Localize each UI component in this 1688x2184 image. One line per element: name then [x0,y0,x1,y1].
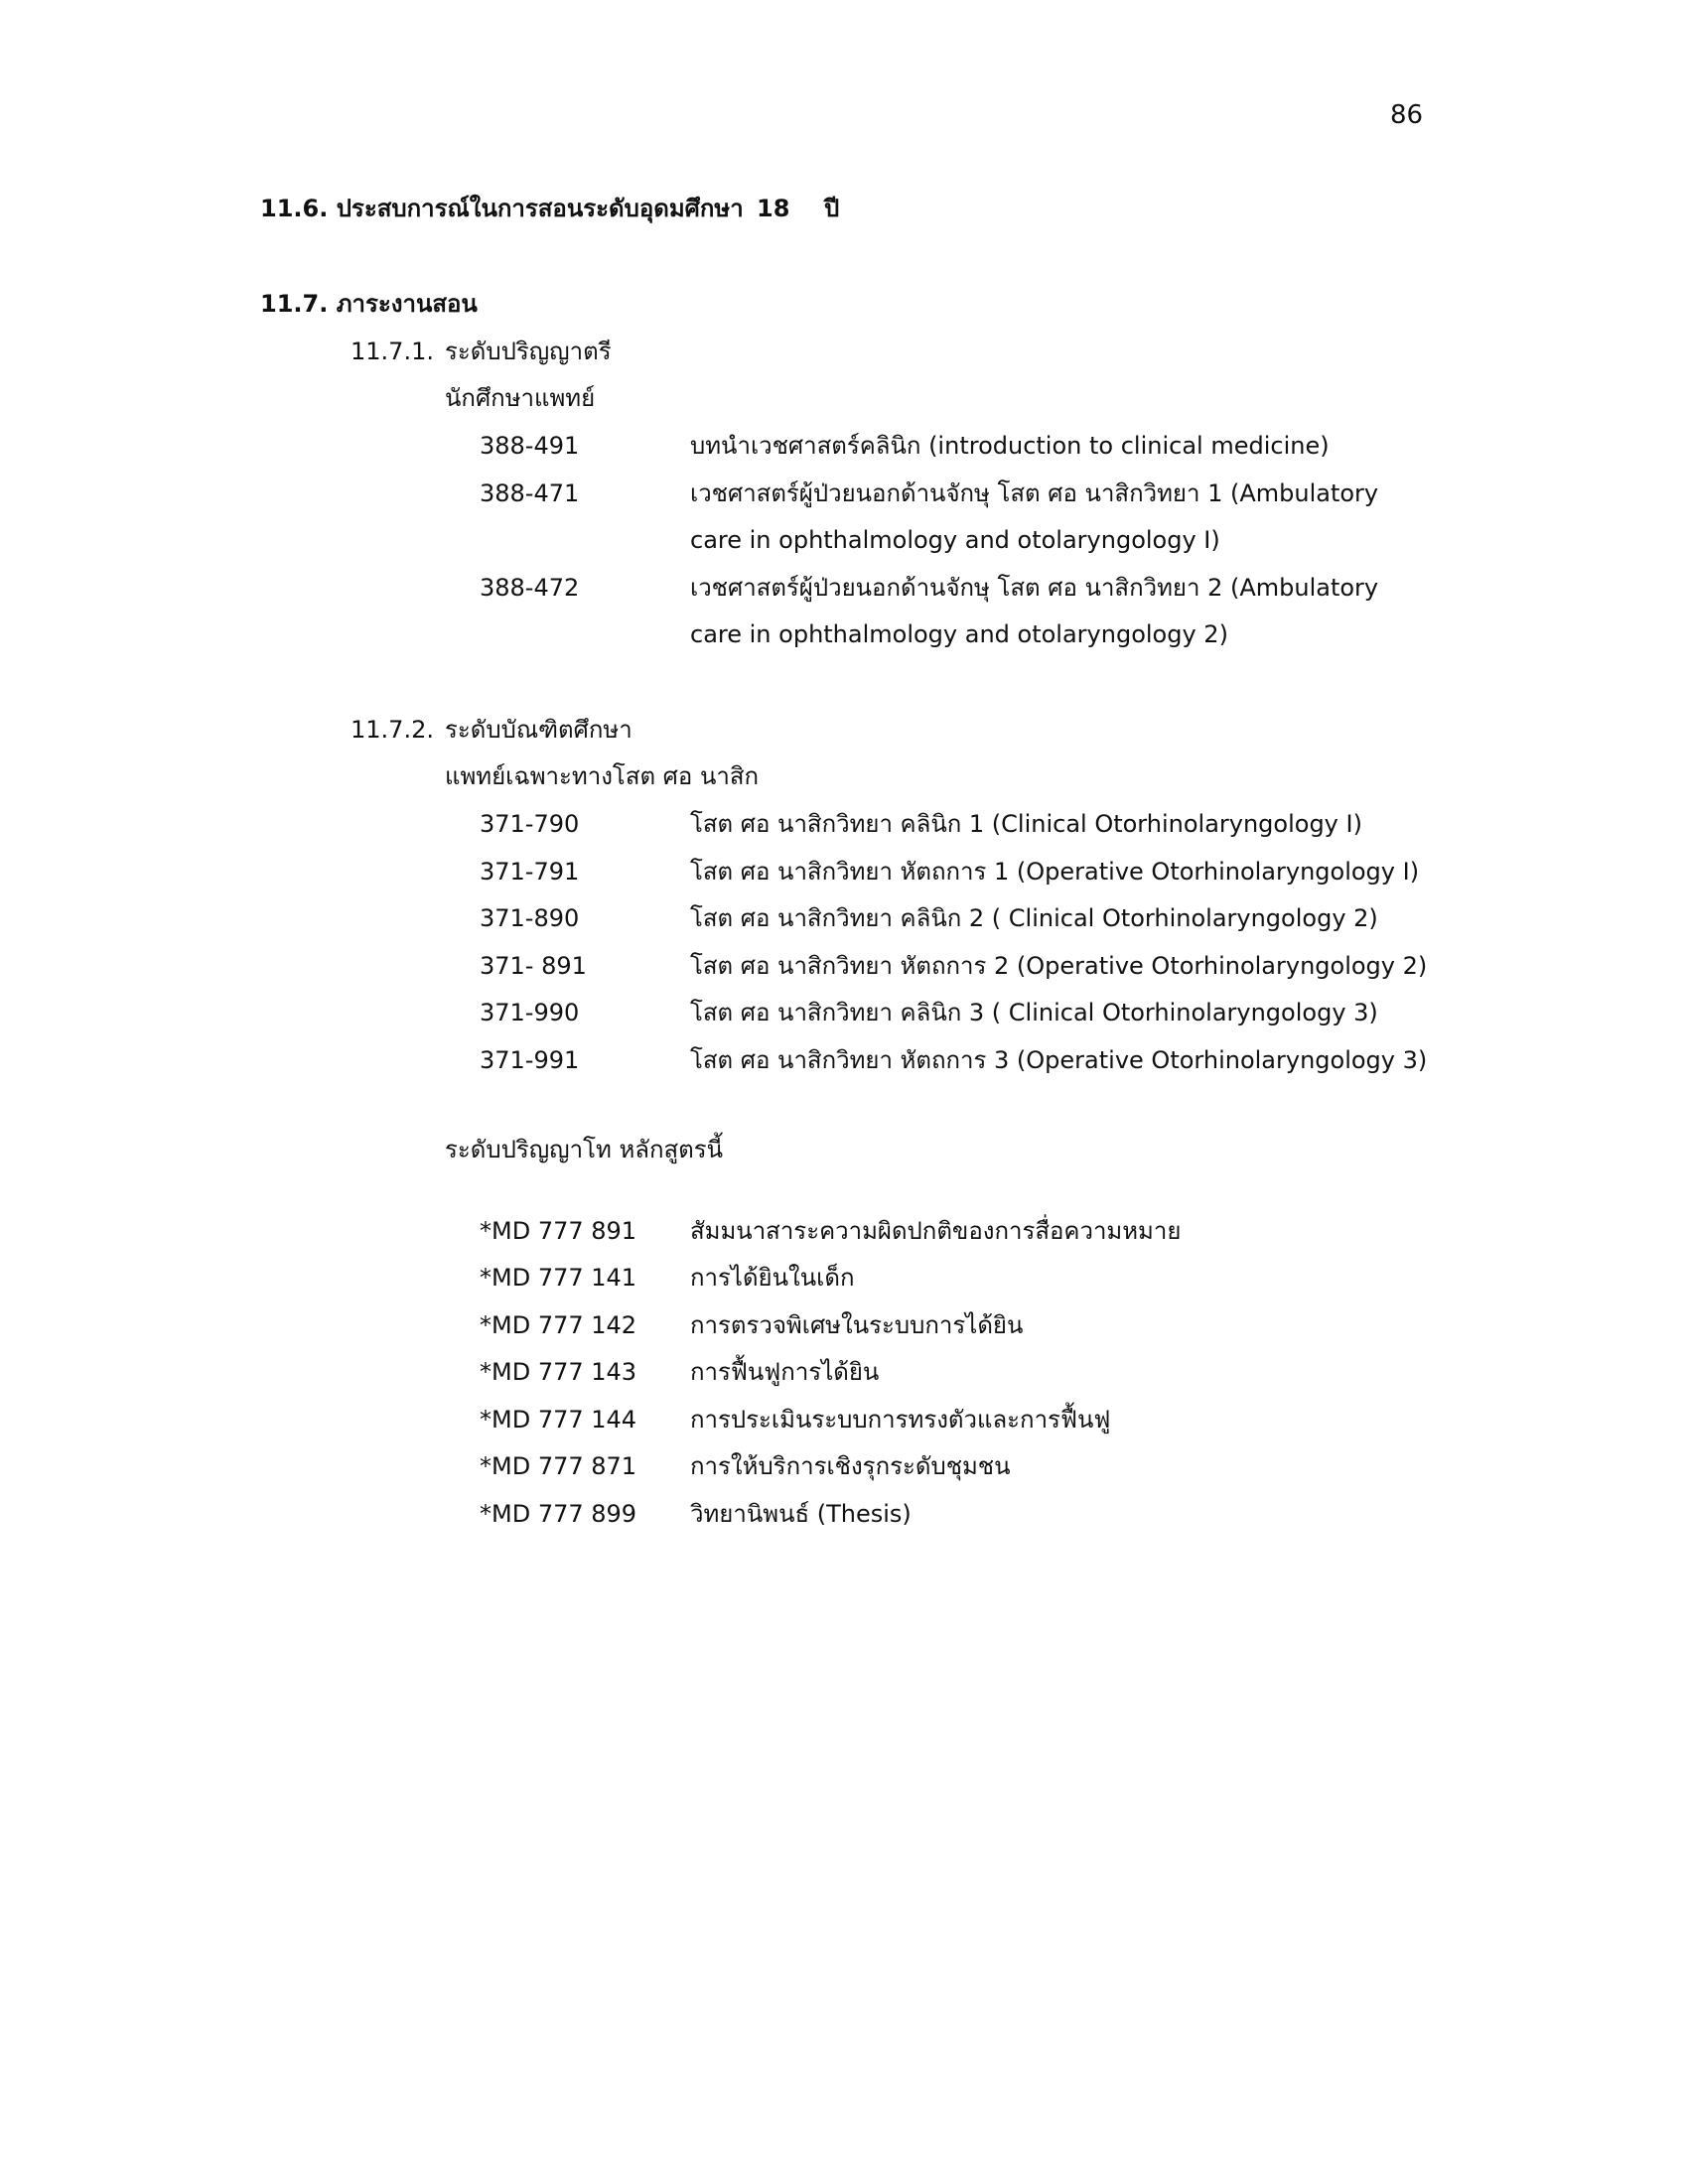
masters-course-name: การประเมินระบบการทรงตัวและการฟื้นฟู [690,1406,1111,1433]
masters-course-name: การได้ยินในเด็ก [690,1264,855,1292]
experience-unit: ปี [824,195,840,222]
undergrad-course-code: 388-471 [480,479,580,507]
graduate-course-name: โสต ศอ นาสิกวิทยา หัตถการ 2 (Operative Otorhinolaryngology 2) [690,952,1428,980]
graduate-course-code: 371-791 [480,858,580,886]
graduate-title: ระดับบัณฑิตศึกษา [445,716,633,744]
undergrad-course-name-cont: care in ophthalmology and otolaryngology 2) [690,620,1228,648]
graduate-course-code: 371-890 [480,904,580,932]
undergrad-title: ระดับปริญญาตรี [445,338,612,365]
masters-course-name: การให้บริการเชิงรุกระดับชุมชน [690,1452,1011,1480]
masters-course-code: *MD 777 871 [480,1452,637,1480]
masters-course-name: การฟื้นฟูการได้ยิน [690,1358,880,1386]
graduate-group: แพทย์เฉพาะทางโสต ศอ นาสิก [445,762,760,790]
graduate-course-name: โสต ศอ นาสิกวิทยา คลินิก 2 ( Clinical Otorhinolaryngology 2) [690,904,1378,932]
undergrad-group: นักศึกษาแพทย์ [445,384,596,412]
graduate-number: 11.7.2. [351,716,434,744]
page-number: 86 [1390,100,1424,130]
masters-course-code: *MD 777 143 [480,1358,637,1386]
undergrad-course-name: เวชศาสตร์ผู้ป่วยนอกด้านจักษุ โสต ศอ นาสิกวิทยา 2 (Ambulatory [690,574,1379,602]
masters-title: ระดับปริญญาโท หลักสูตรนี้ [445,1136,724,1163]
graduate-course-code: 371- 891 [480,952,587,980]
graduate-course-name: โสต ศอ นาสิกวิทยา หัตถการ 3 (Operative Otorhinolaryngology 3) [690,1046,1428,1074]
workload-heading: 11.7. ภาระงานสอน [260,290,478,318]
experience-years: 18 [757,195,790,222]
graduate-course-code: 371-991 [480,1046,580,1074]
undergrad-course-code: 388-472 [480,574,580,602]
undergrad-number: 11.7.1. [351,338,434,365]
undergrad-course-name-cont: care in ophthalmology and otolaryngology I) [690,526,1220,554]
masters-course-code: *MD 777 899 [480,1500,637,1528]
masters-course-code: *MD 777 142 [480,1311,637,1339]
undergrad-course-code: 388-491 [480,432,580,460]
masters-course-code: *MD 777 144 [480,1406,637,1433]
masters-course-code: *MD 777 891 [480,1217,637,1245]
experience-label: 11.6. ประสบการณ์ในการสอนระดับอุดมศึกษา [260,195,744,222]
graduate-course-code: 371-790 [480,810,580,838]
graduate-course-name: โสต ศอ นาสิกวิทยา คลินิก 1 (Clinical Otorhinolaryngology I) [690,810,1362,838]
masters-course-name: สัมมนาสาระความผิดปกติของการสื่อความหมาย [690,1217,1182,1245]
masters-course-name: วิทยานิพนธ์ (Thesis) [690,1500,912,1528]
masters-course-code: *MD 777 141 [480,1264,637,1292]
graduate-course-name: โสต ศอ นาสิกวิทยา หัตถการ 1 (Operative Otorhinolaryngology I) [690,858,1420,886]
undergrad-course-name: เวชศาสตร์ผู้ป่วยนอกด้านจักษุ โสต ศอ นาสิกวิทยา 1 (Ambulatory [690,479,1379,507]
undergrad-course-name: บทนำเวชศาสตร์คลินิก (introduction to clinical medicine) [690,432,1330,460]
graduate-course-code: 371-990 [480,999,580,1026]
masters-course-name: การตรวจพิเศษในระบบการได้ยิน [690,1311,1024,1339]
graduate-course-name: โสต ศอ นาสิกวิทยา คลินิก 3 ( Clinical Otorhinolaryngology 3) [690,999,1378,1026]
